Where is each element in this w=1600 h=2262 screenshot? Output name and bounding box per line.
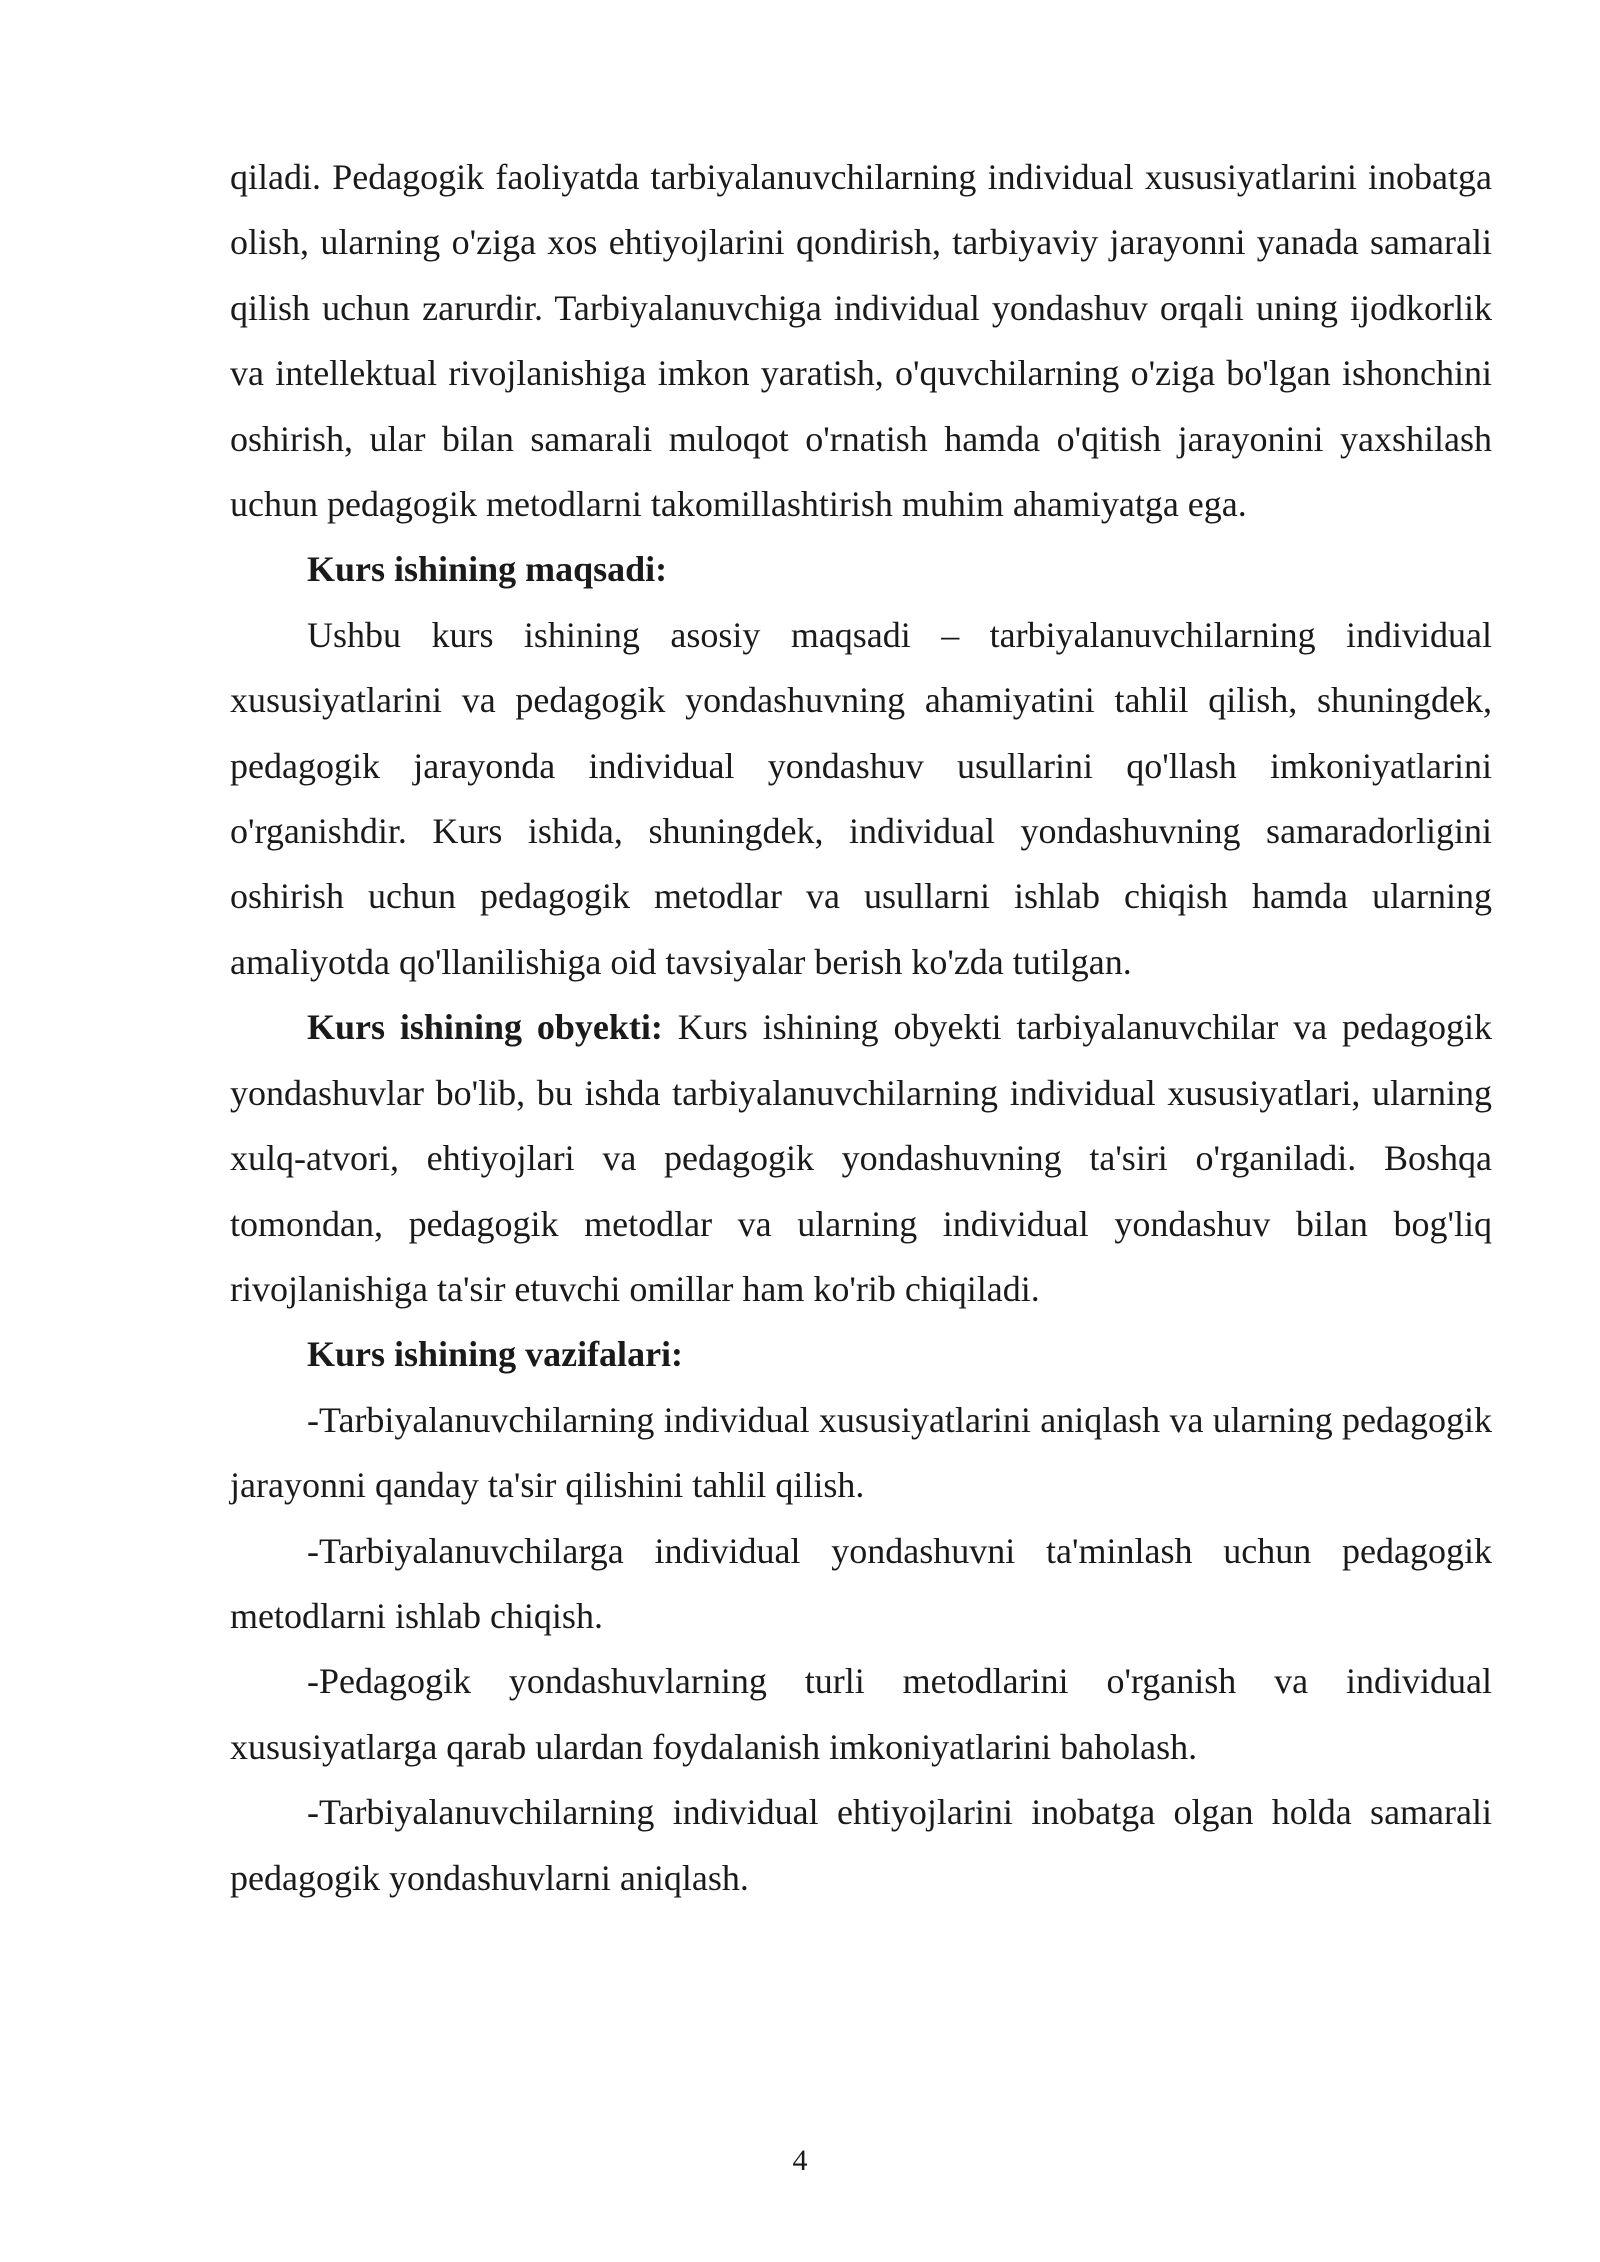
goal-heading: Kurs ishining maqsadi:	[307, 549, 668, 590]
object-text: Kurs ishining obyekti tarbiyalanuvchilar va pedagogik yondashuvlar bo'lib, bu ishda tarbiyalanuvchilarning individual xususiyatlari, ularning xulq-atvori, ehtiyojlari va pedagogik yondashuvning ta'siri o'rganiladi. Boshqa tomondan, pedagogik metodlar va ularning individual yondashuv bilan bog'liq rivojlanishiga ta'sir etuvchi omillar ham ko'rib chiqiladi.	[230, 1007, 1493, 1309]
intro-paragraph: qiladi. Pedagogik faoliyatda tarbiyalanuvchilarning individual xususiyatlarini inobatga olish, ularning o'ziga xos ehtiyojlarini qondirish, tarbiyaviy jarayonni yanada samarali qilish uchun zarurdir. Tarbiyalanuvchiga individual yondashuv orqali uning ijodkorlik va intellektual rivojlanishiga imkon yaratish, o'quvchilarning o'ziga bo'lgan ishonchini oshirish, ular bilan samarali muloqot o'rnatish hamda o'qitish jarayonini yaxshilash uchun pedagogik metodlarni takomillashtirish muhim ahamiyatga ega.	[230, 157, 1492, 525]
object-heading: Kurs ishining obyekti:	[307, 1007, 663, 1048]
task-item-2: -Tarbiyalanuvchilarga individual yondashuvni ta'minlash uchun pedagogik metodlarni ishlab chiqish.	[230, 1530, 1492, 1636]
task-item-1: -Tarbiyalanuvchilarning individual xususiyatlarini aniqlash va ularning pedagogik jarayonni qanday ta'sir qilishini tahlil qilish.	[230, 1399, 1492, 1506]
tasks-heading: Kurs ishining vazifalari:	[307, 1334, 684, 1375]
task-item-3: -Pedagogik yondashuvlarning turli metodlarini o'rganish va individual xususiyatlarga qarab ulardan foydalanish imkoniyatlarini baholash.	[230, 1661, 1492, 1767]
page-number: 4	[792, 2144, 808, 2177]
goal-paragraph: Ushbu kurs ishining asosiy maqsadi – tarbiyalanuvchilarning individual xususiyatlarini va pedagogik yondashuvning ahamiyatini tahlil qilish, shuningdek, pedagogik jarayonda individual yondashuv usullarini qo'llash imkoniyatlarini o'rganishdir. Kurs ishida, shuningdek, individual yondashuvning samaradorligini oshirish uchun pedagogik metodlar va usullarni ishlab chiqish hamda ularning amaliyotda qo'llanilishiga oid tavsiyalar berish ko'zda tutilgan.	[230, 614, 1492, 982]
document-page	[230, 145, 1492, 1911]
task-item-4: -Tarbiyalanuvchilarning individual ehtiyojlarini inobatga olgan holda samarali pedagogik yondashuvlarni aniqlash.	[230, 1792, 1492, 1898]
object-paragraph	[230, 995, 1492, 1322]
